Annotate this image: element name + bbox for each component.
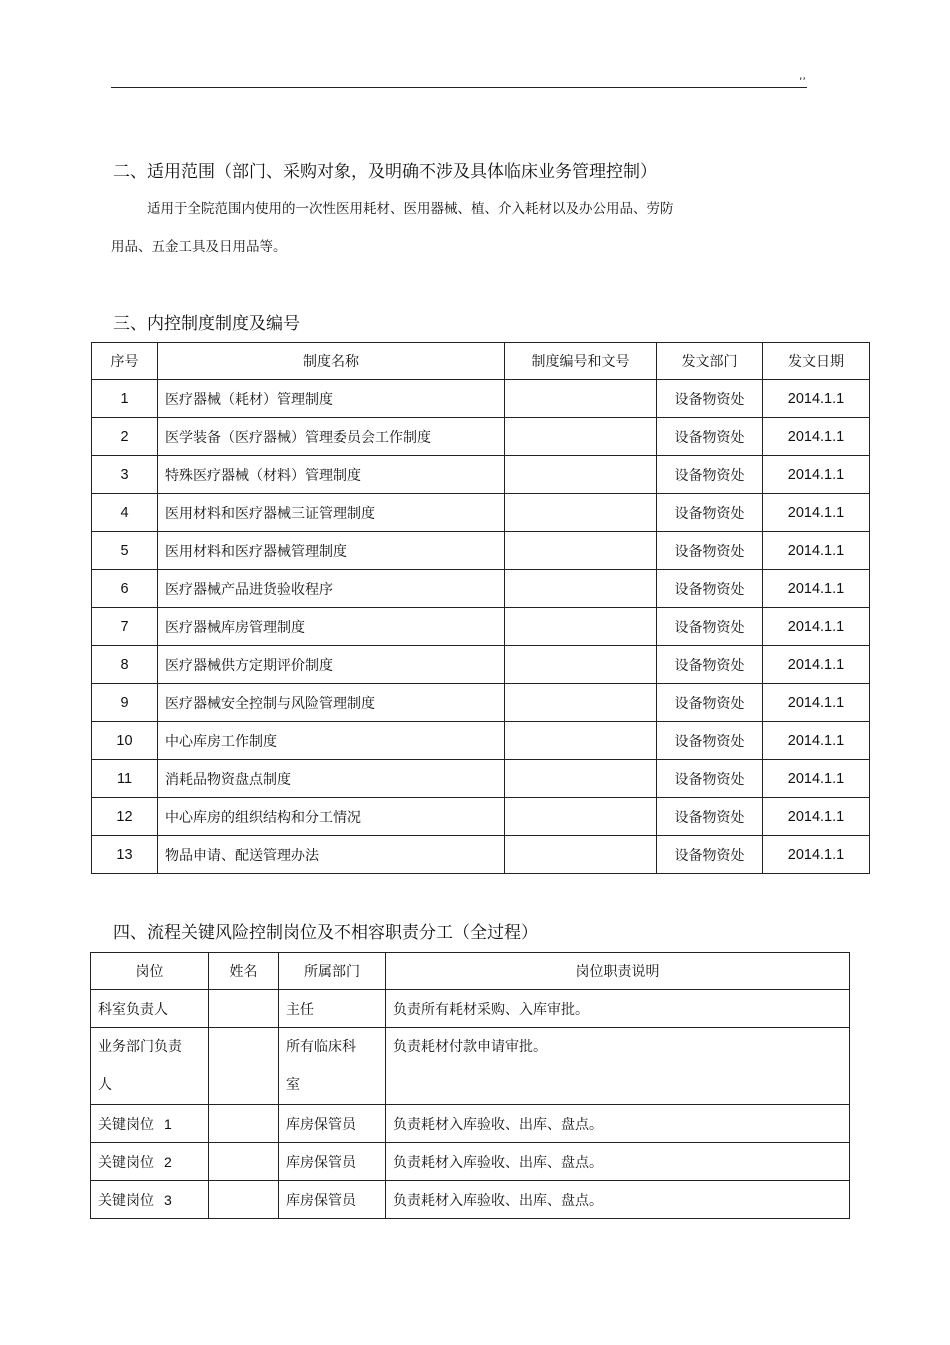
row-person-name <box>209 1143 279 1181</box>
row-date: 2014.1.1 <box>763 798 870 836</box>
row-code <box>505 418 657 456</box>
row-no: 5 <box>92 532 158 570</box>
row-dept: 设备物资处 <box>657 836 763 874</box>
row-code <box>505 646 657 684</box>
row-code <box>505 456 657 494</box>
row-person-name <box>209 1105 279 1143</box>
row-post-label: 关键岗位 <box>98 1192 154 1209</box>
row-date: 2014.1.1 <box>763 418 870 456</box>
col-header-post: 岗位 <box>91 953 209 990</box>
row-dept: 设备物资处 <box>657 722 763 760</box>
row-name: 医疗器械供方定期评价制度 <box>158 646 505 684</box>
table-row <box>91 990 850 1028</box>
row-no: 3 <box>92 456 158 494</box>
row-no: 9 <box>92 684 158 722</box>
row-dept: 设备物资处 <box>657 418 763 456</box>
posts-table <box>90 952 850 1219</box>
table-row <box>92 456 870 494</box>
row-dept: 设备物资处 <box>657 570 763 608</box>
table-row <box>92 570 870 608</box>
row-post <box>91 1181 209 1219</box>
row-code <box>505 494 657 532</box>
table-row <box>91 1105 850 1143</box>
row-post-number: 3 <box>164 1191 172 1208</box>
row-date: 2014.1.1 <box>763 722 870 760</box>
row-date: 2014.1.1 <box>763 456 870 494</box>
row-dept: 设备物资处 <box>657 456 763 494</box>
row-code <box>505 722 657 760</box>
row-no: 8 <box>92 646 158 684</box>
row-code <box>505 608 657 646</box>
row-person-name <box>209 990 279 1028</box>
row-dept-line2: 室 <box>286 1077 300 1093</box>
row-no: 4 <box>92 494 158 532</box>
row-post-line2: 人 <box>98 1077 112 1093</box>
row-date: 2014.1.1 <box>763 646 870 684</box>
row-no: 1 <box>92 380 158 418</box>
row-no: 12 <box>92 798 158 836</box>
row-dept: 设备物资处 <box>657 494 763 532</box>
row-post-number: 1 <box>164 1115 172 1132</box>
row-name: 消耗品物资盘点制度 <box>158 760 505 798</box>
row-post-label: 关键岗位 <box>98 1116 154 1133</box>
row-name: 医疗器械库房管理制度 <box>158 608 505 646</box>
row-duty: 负责耗材入库验收、出库、盘点。 <box>386 1143 850 1181</box>
row-code <box>505 532 657 570</box>
table-row <box>92 722 870 760</box>
col-header-no: 序号 <box>92 343 158 380</box>
row-dept: 库房保管员 <box>279 1181 386 1219</box>
row-date: 2014.1.1 <box>763 532 870 570</box>
row-date: 2014.1.1 <box>763 494 870 532</box>
section2-heading: 二、适用范围（部门、采购对象，及明确不涉及具体临床业务管理控制） <box>113 162 657 182</box>
row-date: 2014.1.1 <box>763 608 870 646</box>
row-code <box>505 760 657 798</box>
row-name: 中心库房的组织结构和分工情况 <box>158 798 505 836</box>
table-row <box>91 1143 850 1181</box>
row-post <box>91 1105 209 1143</box>
row-name: 医疗器械（耗材）管理制度 <box>158 380 505 418</box>
section3-heading: 三、内控制度制度及编号 <box>113 314 300 334</box>
row-code <box>505 798 657 836</box>
col-header-name: 制度名称 <box>158 343 505 380</box>
row-duty <box>386 1028 850 1105</box>
row-duty-text: 负责耗材付款申请审批。 <box>393 1039 547 1055</box>
row-name: 医学装备（医疗器械）管理委员会工作制度 <box>158 418 505 456</box>
table-row <box>91 1181 850 1219</box>
header-rule <box>111 87 807 88</box>
row-no: 11 <box>92 760 158 798</box>
row-dept: 设备物资处 <box>657 798 763 836</box>
section2-paragraph-line2: 用品、五金工具及日用品等。 <box>111 239 287 255</box>
regulations-table <box>91 342 870 874</box>
row-date: 2014.1.1 <box>763 570 870 608</box>
col-header-dept: 所属部门 <box>279 953 386 990</box>
row-person-name <box>209 1028 279 1105</box>
row-post-label: 关键岗位 <box>98 1154 154 1171</box>
row-dept: 库房保管员 <box>279 1105 386 1143</box>
col-header-name: 姓名 <box>209 953 279 990</box>
row-name: 医用材料和医疗器械三证管理制度 <box>158 494 505 532</box>
col-header-dept: 发文部门 <box>657 343 763 380</box>
table-row <box>91 1028 850 1105</box>
table-header-row <box>92 343 870 380</box>
header-mark: ,, <box>799 69 806 82</box>
row-name: 物品申请、配送管理办法 <box>158 836 505 874</box>
row-post <box>91 1143 209 1181</box>
table-header-row <box>91 953 850 990</box>
row-no: 7 <box>92 608 158 646</box>
table-row <box>92 646 870 684</box>
col-header-date: 发文日期 <box>763 343 870 380</box>
row-name: 医疗器械产品进货验收程序 <box>158 570 505 608</box>
row-date: 2014.1.1 <box>763 684 870 722</box>
row-post-number: 2 <box>164 1153 172 1170</box>
section4-heading: 四、流程关键风险控制岗位及不相容职责分工（全过程） <box>113 923 538 943</box>
row-dept: 设备物资处 <box>657 608 763 646</box>
row-date: 2014.1.1 <box>763 760 870 798</box>
row-duty: 负责耗材入库验收、出库、盘点。 <box>386 1181 850 1219</box>
row-dept: 设备物资处 <box>657 380 763 418</box>
table-row <box>92 380 870 418</box>
row-dept <box>279 1028 386 1105</box>
table-row <box>92 532 870 570</box>
row-code <box>505 684 657 722</box>
row-dept: 库房保管员 <box>279 1143 386 1181</box>
table-row <box>92 418 870 456</box>
row-dept: 设备物资处 <box>657 760 763 798</box>
row-no: 10 <box>92 722 158 760</box>
row-name: 医用材料和医疗器械管理制度 <box>158 532 505 570</box>
table-row <box>92 608 870 646</box>
section2-paragraph-line1: 适用于全院范围内使用的一次性医用耗材、医用器械、植、介入耗材以及办公用品、劳防 <box>147 201 674 217</box>
col-header-duty: 岗位职责说明 <box>386 953 850 990</box>
row-dept: 主任 <box>279 990 386 1028</box>
table-row <box>92 760 870 798</box>
row-dept: 设备物资处 <box>657 646 763 684</box>
table-row <box>92 798 870 836</box>
row-dept: 设备物资处 <box>657 532 763 570</box>
row-post-line1: 业务部门负责 <box>98 1039 182 1055</box>
row-post: 科室负责人 <box>91 990 209 1028</box>
row-no: 6 <box>92 570 158 608</box>
row-code <box>505 570 657 608</box>
row-person-name <box>209 1181 279 1219</box>
row-name: 特殊医疗器械（材料）管理制度 <box>158 456 505 494</box>
row-dept: 设备物资处 <box>657 684 763 722</box>
row-date: 2014.1.1 <box>763 380 870 418</box>
row-duty: 负责所有耗材采购、入库审批。 <box>386 990 850 1028</box>
table-row <box>92 494 870 532</box>
col-header-code: 制度编号和文号 <box>505 343 657 380</box>
row-duty: 负责耗材入库验收、出库、盘点。 <box>386 1105 850 1143</box>
row-post <box>91 1028 209 1105</box>
row-name: 医疗器械安全控制与风险管理制度 <box>158 684 505 722</box>
row-code <box>505 836 657 874</box>
row-code <box>505 380 657 418</box>
table-row <box>92 836 870 874</box>
row-no: 2 <box>92 418 158 456</box>
table-row <box>92 684 870 722</box>
row-dept-line1: 所有临床科 <box>286 1039 356 1055</box>
row-date: 2014.1.1 <box>763 836 870 874</box>
row-no: 13 <box>92 836 158 874</box>
row-name: 中心库房工作制度 <box>158 722 505 760</box>
